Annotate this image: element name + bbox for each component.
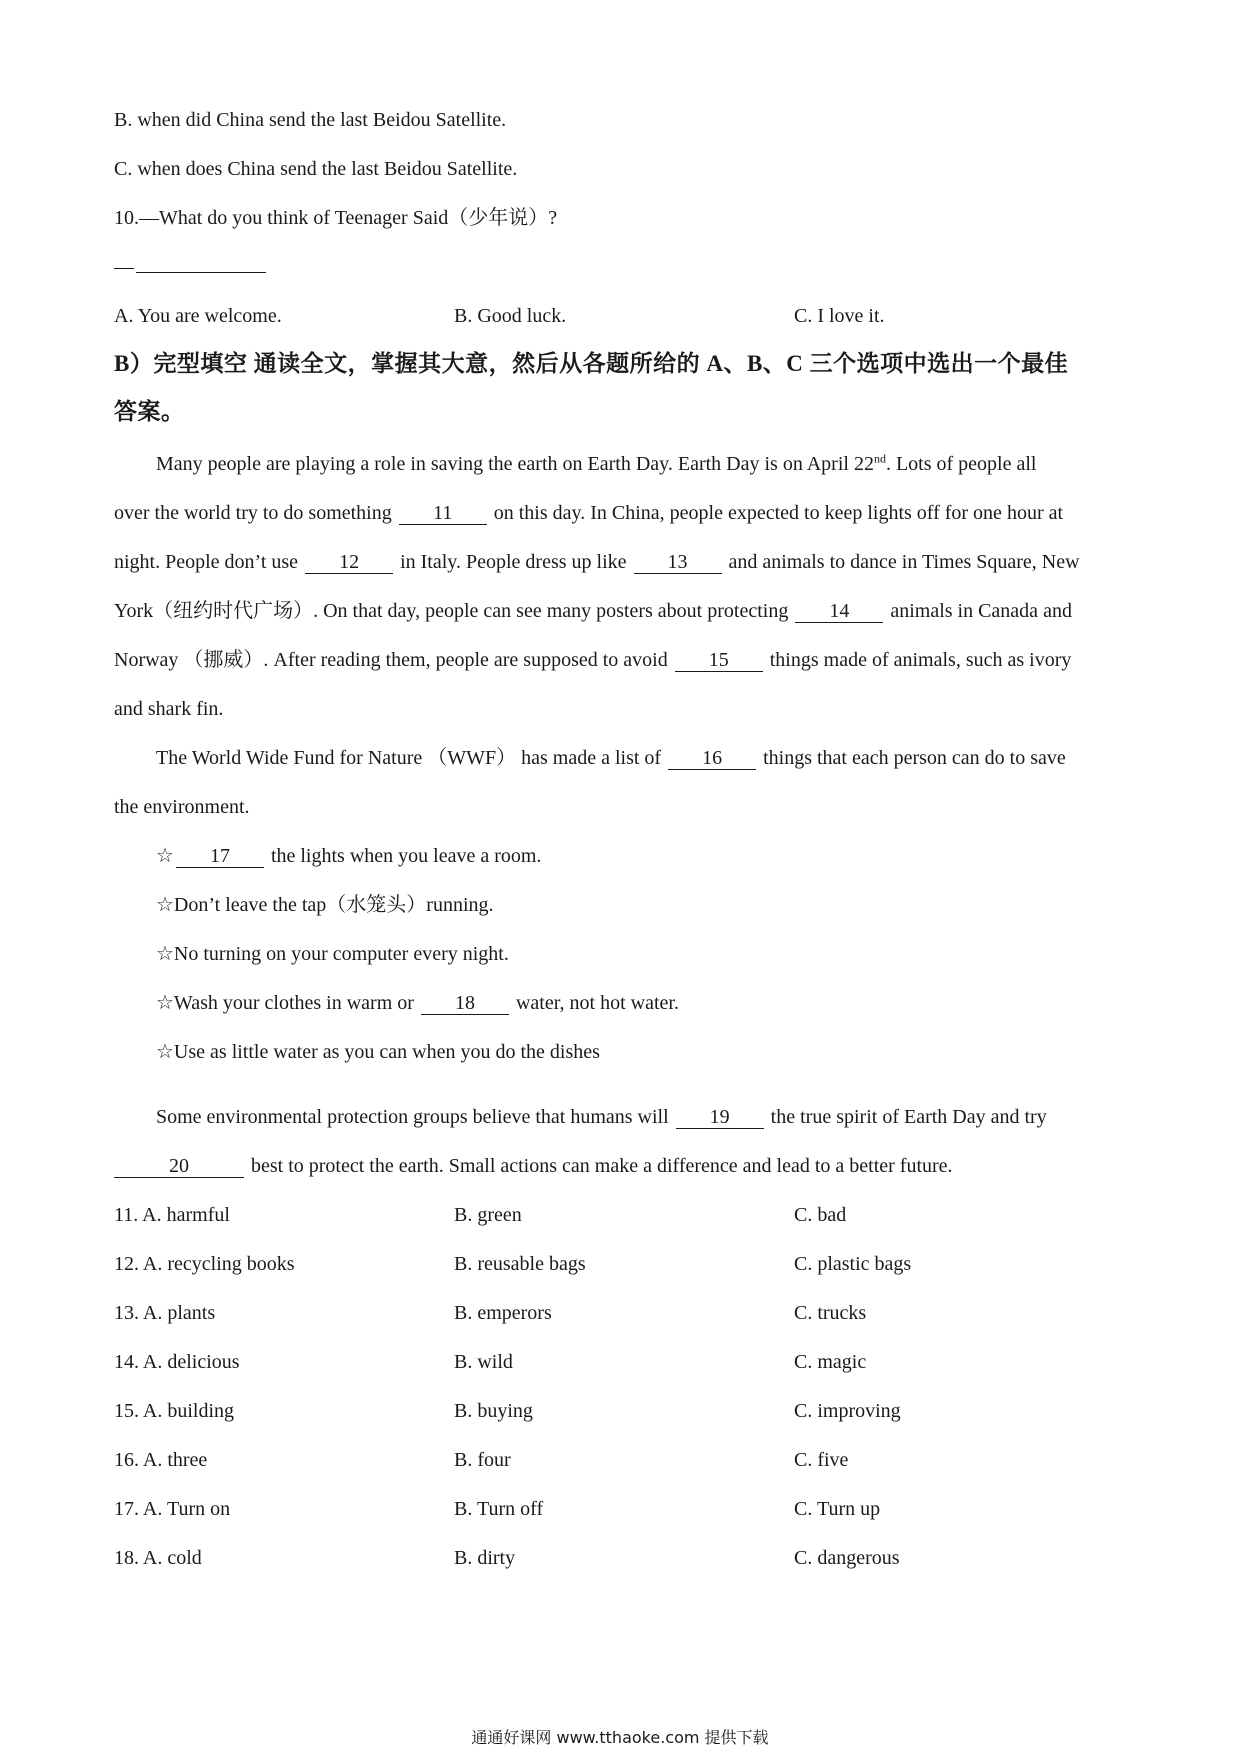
- passage-line: and shark fin.: [114, 698, 224, 720]
- blank-15: 15: [675, 649, 763, 672]
- passage-text: in Italy. People dress up like: [400, 551, 627, 573]
- option-18-b: B. dirty: [454, 1547, 516, 1569]
- passage-text: animals in Canada and: [890, 600, 1072, 622]
- tip-item: [156, 842, 541, 870]
- blank-14: 14: [795, 600, 883, 623]
- passage-text: ☆Wash your clothes in warm or: [156, 992, 414, 1014]
- passage-text: things made of animals, such as ivory: [769, 649, 1072, 671]
- q9-option-b: B. when did China send the last Beidou Satellite.: [114, 109, 507, 131]
- blank-11: 11: [399, 502, 487, 525]
- passage-text: Some environmental protection groups believe that humans will: [156, 1106, 669, 1128]
- passage-line: [114, 646, 1071, 674]
- q10-answer-line: [114, 253, 268, 281]
- passage-text: the true spirit of Earth Day and try: [770, 1106, 1047, 1128]
- option-11-b: B. green: [454, 1204, 522, 1226]
- blank-17: 17: [176, 845, 264, 868]
- passage-line: [156, 744, 1066, 772]
- passage-text: on this day. In China, people expected to keep lights off for one hour at: [493, 502, 1064, 524]
- option-15-c: C. improving: [794, 1400, 901, 1422]
- passage-line: the environment.: [114, 796, 250, 818]
- passage-text: water, not hot water.: [515, 992, 679, 1014]
- passage-text: over the world try to do something: [114, 502, 392, 524]
- tip-item: ☆No turning on your computer every night.: [156, 943, 509, 965]
- passage-line: [156, 1103, 1047, 1131]
- q10-option-a: A. You are welcome.: [114, 305, 282, 327]
- option-12-a: 12. A. recycling books: [114, 1253, 295, 1275]
- q10-stem: 10.—What do you think of Teenager Said（少年说）?: [114, 207, 558, 229]
- passage-text: the lights when you leave a room.: [270, 845, 542, 867]
- option-12-b: B. reusable bags: [454, 1253, 586, 1275]
- q10-option-c: C. I love it.: [794, 305, 885, 327]
- option-13-a: 13. A. plants: [114, 1302, 216, 1324]
- tip-item: ☆Use as little water as you can when you do the dishes: [156, 1041, 600, 1063]
- option-18-c: C. dangerous: [794, 1547, 900, 1569]
- passage-text: York（纽约时代广场）. On that day, people can see many posters about protecting: [114, 600, 789, 622]
- passage-text: things that each person can do to save: [763, 747, 1066, 769]
- section-b-heading: B）完型填空 通读全文，掌握其大意，然后从各题所给的 A、B、C 三个选项中选出一个最佳: [114, 351, 1069, 376]
- passage-line: [114, 1152, 953, 1180]
- passage-text: and animals to dance in Times Square, New: [728, 551, 1080, 573]
- q10-dash: —: [114, 256, 134, 278]
- ordinal-suffix: nd: [873, 451, 886, 466]
- passage-text: Many people are playing a role in saving the earth on Earth Day. Earth Day is on April 22: [156, 453, 874, 475]
- option-17-a: 17. A. Turn on: [114, 1498, 231, 1520]
- q10-answer-blank: [136, 272, 266, 273]
- option-14-b: B. wild: [454, 1351, 513, 1373]
- option-16-a: 16. A. three: [114, 1449, 208, 1471]
- star-icon: ☆: [156, 845, 174, 867]
- option-14-a: 14. A. delicious: [114, 1351, 240, 1373]
- q9-option-c: C. when does China send the last Beidou Satellite.: [114, 158, 518, 180]
- option-12-c: C. plastic bags: [794, 1253, 912, 1275]
- page-footer: 通通好课网 www.tthaoke.com 提供下载: [471, 1728, 769, 1747]
- option-13-b: B. emperors: [454, 1302, 552, 1324]
- tip-item: ☆Don’t leave the tap（水笼头）running.: [156, 894, 494, 916]
- option-16-c: C. five: [794, 1449, 849, 1471]
- q10-option-b: B. Good luck.: [454, 305, 567, 327]
- option-16-b: B. four: [454, 1449, 511, 1471]
- option-17-c: C. Turn up: [794, 1498, 881, 1520]
- passage-text: The World Wide Fund for Nature （WWF） has made a list of: [156, 747, 662, 769]
- passage-text: night. People don’t use: [114, 551, 299, 573]
- option-17-b: B. Turn off: [454, 1498, 544, 1520]
- blank-18: 18: [421, 992, 509, 1015]
- option-13-c: C. trucks: [794, 1302, 867, 1324]
- tip-item: [156, 989, 679, 1017]
- passage-line: [114, 597, 1072, 625]
- option-11-a: 11. A. harmful: [114, 1204, 230, 1226]
- option-11-c: C. bad: [794, 1204, 847, 1226]
- blank-19: 19: [676, 1106, 764, 1129]
- passage-text: . Lots of people all: [885, 453, 1037, 475]
- passage-line: [114, 548, 1080, 576]
- passage-line: [114, 499, 1063, 527]
- option-14-c: C. magic: [794, 1351, 867, 1373]
- section-b-heading-cont: 答案。: [114, 399, 185, 424]
- passage-line: [156, 450, 1036, 478]
- blank-20: 20: [114, 1155, 244, 1178]
- blank-13: 13: [634, 551, 722, 574]
- blank-16: 16: [668, 747, 756, 770]
- option-18-a: 18. A. cold: [114, 1547, 202, 1569]
- option-15-b: B. buying: [454, 1400, 533, 1422]
- passage-text: best to protect the earth. Small actions can make a difference and lead to a better future.: [251, 1155, 953, 1177]
- blank-12: 12: [305, 551, 393, 574]
- passage-text: Norway （挪威）. After reading them, people are supposed to avoid: [114, 649, 668, 671]
- option-15-a: 15. A. building: [114, 1400, 235, 1422]
